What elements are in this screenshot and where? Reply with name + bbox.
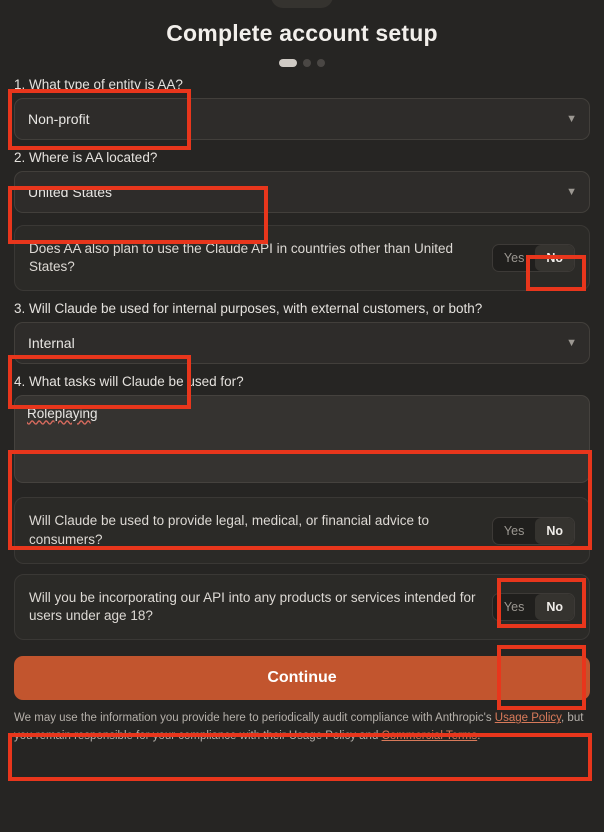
continue-button[interactable]: Continue <box>14 656 590 700</box>
other-countries-panel <box>14 225 590 291</box>
chevron-down-icon: ▼ <box>566 113 577 125</box>
legal-advice-question: Will Claude be used to provide legal, medical, or financial advice to consumers? <box>29 513 429 547</box>
question-1-select-wrap <box>14 98 590 140</box>
legal-advice-no[interactable]: No <box>535 518 574 544</box>
legal-advice-panel <box>14 497 590 563</box>
chevron-down-icon: ▼ <box>566 337 577 350</box>
minors-toggle[interactable] <box>492 593 575 621</box>
progress-dot-2 <box>303 59 311 67</box>
minors-no[interactable]: No <box>535 594 574 620</box>
tasks-textarea-value: Roleplaying <box>27 406 98 422</box>
legal-advice-toggle[interactable] <box>492 517 575 545</box>
footnote-part3: . <box>477 729 481 742</box>
other-countries-toggle[interactable] <box>492 244 575 272</box>
tasks-textarea[interactable] <box>14 395 590 483</box>
page-title: Complete account setup <box>166 20 438 46</box>
question-2-select-wrap <box>14 171 590 213</box>
other-countries-yes[interactable]: Yes <box>503 251 525 266</box>
legal-advice-yes[interactable]: Yes <box>503 523 525 538</box>
progress-dot-3 <box>317 59 325 67</box>
minors-yes[interactable]: Yes <box>503 600 525 615</box>
question-2-label: 2. Where is AA located? <box>14 150 158 165</box>
entity-type-select[interactable] <box>14 98 590 140</box>
compliance-panels <box>14 497 590 640</box>
minors-panel <box>14 574 590 640</box>
question-1-label: 1. What type of entity is AA? <box>14 77 183 92</box>
usage-policy-link[interactable]: Usage Policy <box>494 712 562 725</box>
footnote-part1: We may use the information you provide here to periodically audit compliance with Anthropic's <box>14 712 495 725</box>
other-countries-no[interactable]: No <box>535 245 574 271</box>
location-select[interactable] <box>14 171 590 213</box>
footnote <box>14 710 590 745</box>
question-3-select-wrap <box>14 322 590 364</box>
question-4-label: 4. What tasks will Claude be used for? <box>14 374 244 390</box>
chevron-down-icon: ▼ <box>566 186 577 198</box>
window-notch <box>271 0 333 8</box>
minors-question: Will you be incorporating our API into any products or services intended for users under age 18? <box>29 589 476 624</box>
usage-scope-select[interactable] <box>14 322 590 364</box>
progress-dots <box>14 59 590 67</box>
footnote-part2: , but you remain responsible for your compliance with their Usage Policy and <box>14 712 584 742</box>
progress-dot-1 <box>279 59 297 67</box>
commercial-terms-link[interactable]: Commercial Terms <box>381 729 478 742</box>
continue-button-wrap <box>14 656 590 700</box>
other-countries-question: Does AA also plan to use the Claude API in countries other than United States? <box>29 241 454 275</box>
question-3-label: 3. Will Claude be used for internal purposes, with external customers, or both? <box>14 301 483 317</box>
